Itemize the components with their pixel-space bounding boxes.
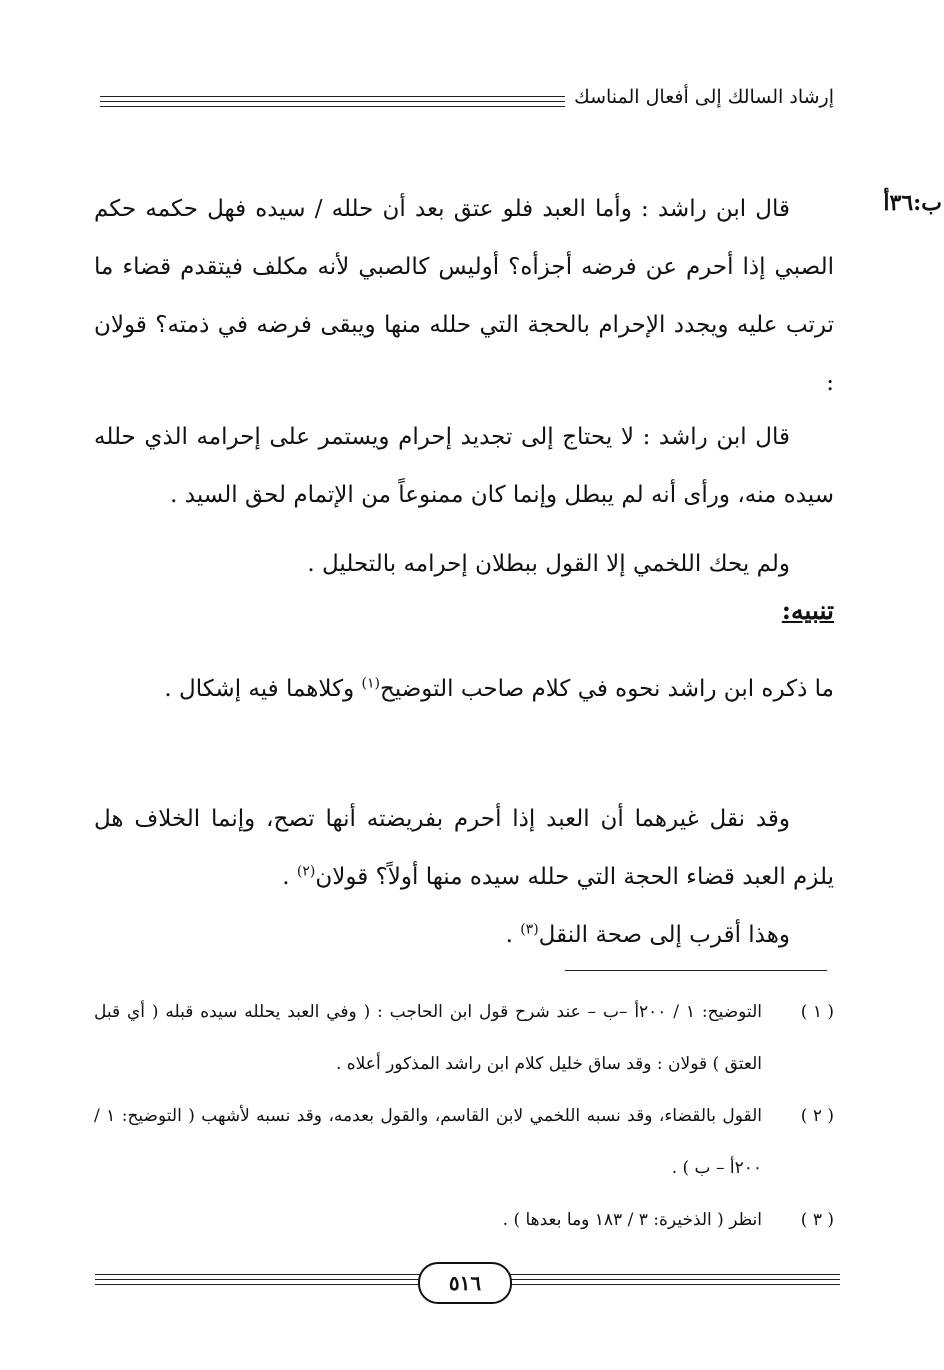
footnote-3: [94, 1194, 834, 1246]
paragraph-6-text: وهذا أقرب إلى صحة النقل: [538, 922, 790, 948]
paragraph-3-text: ولم يحك اللخمي إلا القول ببطلان إحرامه بالتحليل .: [307, 551, 790, 577]
footnote-separator: [565, 970, 827, 971]
footnote-text: انظر ( الذخيرة: ٣ / ١٨٣ وما بعدها ) .: [502, 1210, 762, 1230]
paragraph-6-text-cont: .: [505, 922, 521, 948]
footnote-text: القول بالقضاء، وقد نسبه اللخمي لابن القاسم، والقول بعدمه، وقد نسبه لأشهب ( التوضيح: ١ / ٢٠٠أ – ب ) .: [94, 1106, 762, 1178]
footnote-text: التوضيح: ١ / ٢٠٠أ –ب – عند شرح قول ابن الحاجب : ( وفي العبد يحلله سيده قبله ( أي قبل العتق ) قولان : وقد ساق خليل كلام ابن راشد المذكور أعلاه .: [94, 1002, 762, 1074]
footnote-ref-3[interactable]: (٣): [520, 921, 539, 938]
paragraph-3: [94, 535, 834, 593]
running-header-title: إرشاد السالك إلى أفعال المناسك: [574, 86, 834, 108]
section-heading: تنبيه:: [781, 596, 834, 625]
header-rule: [100, 101, 565, 102]
paragraph-1: [94, 180, 834, 412]
margin-folio-reference: ب:٣٦أ: [883, 190, 942, 216]
footnote-number: ( ٢ ): [800, 1106, 834, 1126]
paragraph-1-text: قال ابن راشد : وأما العبد فلو عتق بعد أن حلله / سيده فهل حكمه حكم الصبي إذا أحرم عن فرضه أجزأه؟ أوليس كالصبي لأنه مكلف فيتقدم قضاء ما ترتب عليه ويجدد الإحرام بالحجة التي حلله منها ويبقى فرضه في ذمته؟ قولان :: [94, 196, 834, 396]
paragraph-6: [94, 906, 834, 964]
paragraph-2: [94, 408, 834, 524]
footnote-1: [94, 986, 834, 1090]
footnote-2: [94, 1090, 834, 1194]
paragraph-5-text-cont: .: [282, 864, 297, 890]
paragraph-5-text: وقد نقل غيرهما أن العبد إذا أحرم بفريضته أنها تصح، وإنما الخلاف هل يلزم العبد قضاء الحجة التي حلله سيده منها أولاً؟ قولان: [94, 806, 834, 890]
footnote-number: ( ١ ): [800, 1002, 834, 1022]
paragraph-4-text-cont: وكلاهما فيه إشكال .: [164, 676, 362, 702]
header-rule: [100, 96, 565, 97]
header-rule: [100, 106, 565, 107]
footnote-number: ( ٣ ): [800, 1210, 834, 1230]
paragraph-4: [94, 658, 834, 720]
paragraph-5: [94, 790, 834, 906]
paragraph-2-text: قال ابن راشد : لا يحتاج إلى تجديد إحرام ويستمر على إحرامه الذي حلله سيده منه، ورأى أنه لم يبطل وإنما كان ممنوعاً من الإتمام لحق السيد .: [94, 424, 834, 508]
page-number-badge: ٥١٦: [418, 1262, 512, 1304]
footnote-ref-1[interactable]: (١): [361, 675, 380, 692]
paragraph-4-text: ما ذكره ابن راشد نحوه في كلام صاحب التوضيح: [379, 676, 834, 702]
footnote-ref-2[interactable]: (٢): [296, 863, 316, 880]
